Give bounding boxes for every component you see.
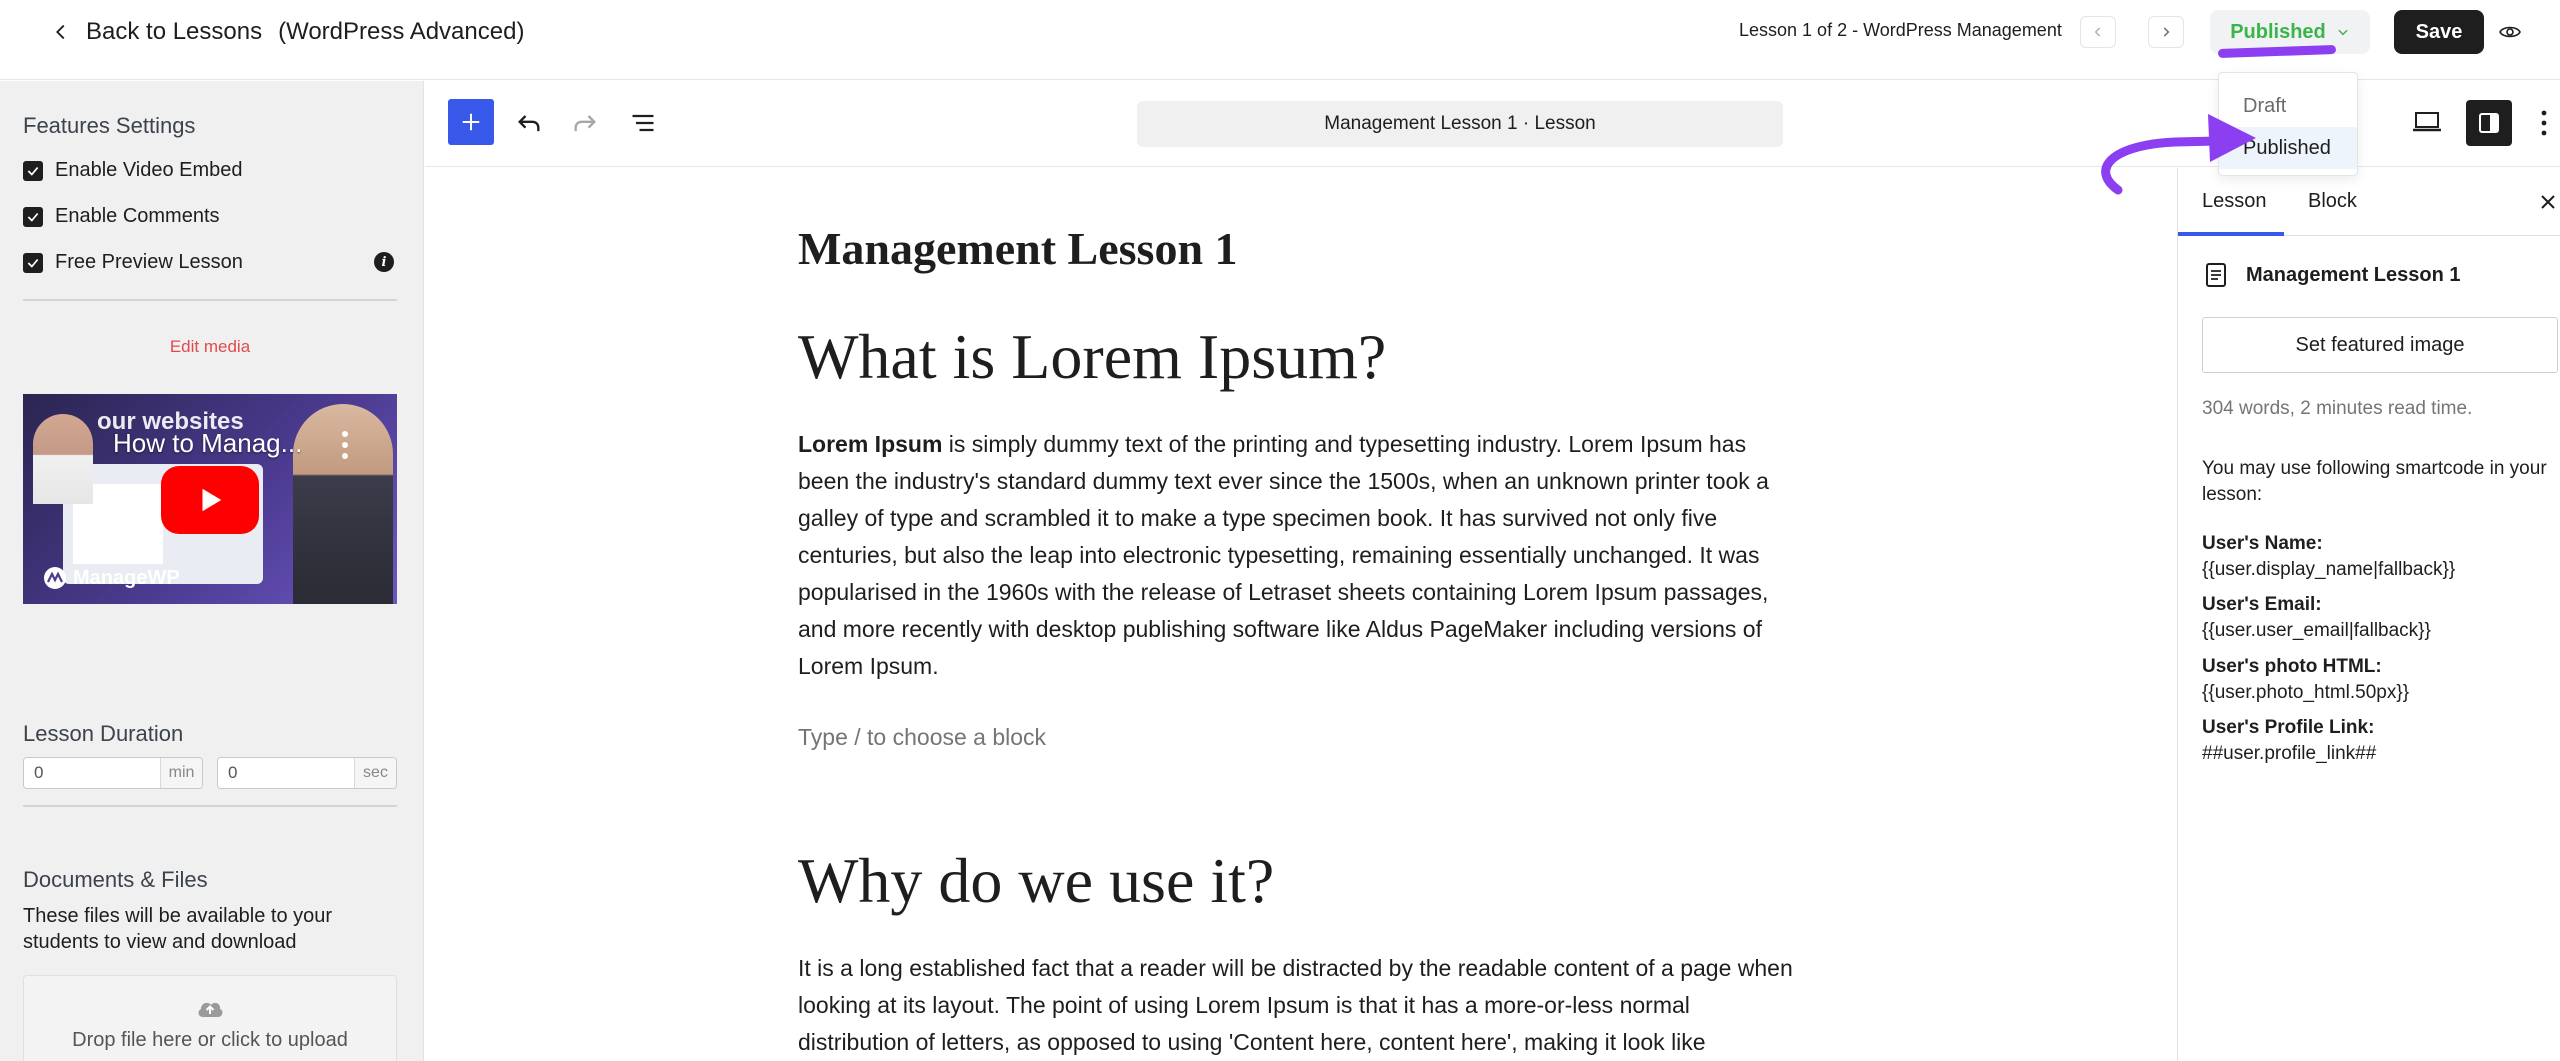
document-settings-sidebar bbox=[2177, 168, 2560, 1061]
editor-canvas[interactable] bbox=[425, 168, 2177, 1061]
preview-eye-icon[interactable] bbox=[2498, 20, 2522, 44]
plus-icon bbox=[460, 111, 482, 133]
chevron-right-icon bbox=[2159, 25, 2173, 39]
document-icon bbox=[2204, 262, 2228, 288]
features-settings-title: Features Settings bbox=[23, 113, 196, 138]
divider bbox=[23, 805, 397, 807]
smartcode-intro: You may use following smartcode in your lesson: bbox=[2202, 458, 2547, 505]
checkbox-label: Enable Video Embed bbox=[55, 159, 243, 181]
minutes-unit-label: min bbox=[160, 758, 202, 788]
file-upload-dropzone[interactable] bbox=[23, 975, 397, 1061]
redo-icon[interactable] bbox=[571, 109, 599, 137]
checkbox-checked-icon bbox=[23, 253, 43, 273]
paragraph-text: is simply dummy text of the printing and typesetting industry. Lorem Ipsum has been the industry's standard dummy text ever since the 1500s, when an unknown printer took a galley of type and scrambled it to make a type specimen book. It has survived not only five centuries, but also the leap into electronic typesetting, remaining essentially unchanged. It was popularised in the 1960s with the release of Letraset sheets containing Lorem Ipsum passages, and more recently with desktop publishing software like Aldus PageMaker including versions of Lorem Ipsum. bbox=[798, 431, 1769, 679]
lesson-name: Management Lesson 1 bbox=[2246, 263, 2461, 286]
duration-seconds-field[interactable] bbox=[217, 757, 397, 789]
set-featured-image-button[interactable]: Set featured image bbox=[2202, 317, 2558, 373]
next-lesson-button[interactable] bbox=[2148, 16, 2184, 48]
close-icon[interactable] bbox=[2538, 192, 2558, 212]
back-label: Back to Lessons bbox=[86, 18, 263, 45]
heading-block[interactable]: Why do we use it? bbox=[798, 845, 1275, 916]
bold-text: Lorem Ipsum bbox=[798, 431, 943, 457]
add-block-button[interactable] bbox=[448, 99, 494, 145]
word-count-info: 304 words, 2 minutes read time. bbox=[2202, 398, 2473, 419]
play-icon bbox=[195, 485, 225, 515]
smartcode-label: User's Profile Link: bbox=[2202, 717, 2375, 738]
enable-comments-checkbox[interactable] bbox=[23, 205, 220, 228]
enable-video-embed-checkbox[interactable] bbox=[23, 159, 243, 182]
tab-lesson[interactable]: Lesson bbox=[2202, 190, 2267, 212]
settings-sidebar-toggle[interactable] bbox=[2466, 100, 2512, 146]
save-button[interactable]: Save bbox=[2394, 10, 2484, 54]
lesson-count: Lesson 1 of 2 - WordPress Management bbox=[1739, 20, 2062, 40]
smartcode-value: ##user.profile_link## bbox=[2202, 743, 2377, 764]
lesson-duration-title: Lesson Duration bbox=[23, 721, 184, 746]
more-options-icon[interactable] bbox=[2538, 109, 2550, 137]
smartcode-value: {{user.user_email|fallback}} bbox=[2202, 620, 2431, 641]
video-brand bbox=[43, 566, 180, 590]
back-to-lessons-link[interactable] bbox=[50, 14, 524, 50]
smartcode-label: User's photo HTML: bbox=[2202, 656, 2382, 677]
managewp-logo-icon bbox=[43, 566, 67, 590]
sidebar-icon bbox=[2477, 111, 2501, 135]
block-placeholder[interactable]: Type / to choose a block bbox=[798, 724, 1047, 750]
documents-description: These files will be available to your students to view and download bbox=[23, 905, 333, 953]
document-title-bar[interactable]: Management Lesson 1 · Lesson bbox=[1137, 101, 1783, 147]
chevron-down-icon bbox=[2336, 25, 2350, 39]
divider bbox=[23, 299, 397, 301]
status-option-published[interactable]: Published bbox=[2219, 127, 2357, 169]
play-button[interactable] bbox=[161, 466, 259, 534]
smartcode-value: {{user.display_name|fallback}} bbox=[2202, 559, 2456, 580]
chevron-left-icon bbox=[2091, 25, 2105, 39]
free-preview-lesson-checkbox[interactable] bbox=[23, 251, 243, 274]
checkbox-checked-icon bbox=[23, 161, 43, 181]
heading-block[interactable]: What is Lorem Ipsum? bbox=[798, 321, 1387, 392]
video-title: How to Manag... bbox=[113, 428, 303, 458]
status-label: Published bbox=[2230, 20, 2326, 43]
info-icon[interactable]: i bbox=[374, 252, 394, 272]
duration-seconds-input[interactable] bbox=[218, 758, 354, 788]
post-title[interactable]: Management Lesson 1 bbox=[798, 223, 1238, 274]
top-bar bbox=[0, 0, 2560, 80]
cloud-upload-icon bbox=[196, 997, 224, 1019]
desktop-view-icon[interactable] bbox=[2412, 109, 2442, 135]
seconds-unit-label: sec bbox=[354, 758, 396, 788]
tab-block[interactable]: Block bbox=[2308, 190, 2357, 212]
smartcode-label: User's Name: bbox=[2202, 533, 2323, 554]
video-top-text: our websites bbox=[97, 408, 244, 435]
course-label: (WordPress Advanced) bbox=[278, 18, 525, 45]
active-tab-indicator bbox=[2178, 232, 2284, 236]
lesson-settings-sidebar bbox=[0, 81, 424, 1061]
status-option-draft[interactable]: Draft bbox=[2243, 94, 2287, 117]
previous-lesson-button[interactable] bbox=[2080, 16, 2116, 48]
video-brand-label: ManageWP bbox=[73, 566, 180, 589]
checkbox-label: Enable Comments bbox=[55, 205, 220, 227]
checkbox-label: Free Preview Lesson bbox=[55, 251, 243, 273]
smartcode-value: {{user.photo_html.50px}} bbox=[2202, 682, 2410, 703]
video-menu-icon[interactable] bbox=[341, 430, 349, 460]
checkbox-checked-icon bbox=[23, 207, 43, 227]
duration-minutes-field[interactable] bbox=[23, 757, 203, 789]
lesson-name-row bbox=[2204, 262, 2461, 288]
video-thumbnail[interactable] bbox=[23, 394, 397, 604]
paragraph-block[interactable]: It is a long established fact that a reader will be distracted by the readable content of a page when looking at its layout. The point of using Lorem Ipsum is that it has a more-or-less normal distribution of letters, as opposed to using 'Content here, content here', making it look like bbox=[798, 955, 1793, 1055]
annotation-arrow-icon bbox=[2080, 100, 2260, 200]
duration-minutes-input[interactable] bbox=[24, 758, 160, 788]
documents-files-title: Documents & Files bbox=[23, 867, 208, 892]
chevron-left-icon bbox=[50, 21, 72, 43]
dropzone-label: Drop file here or click to upload bbox=[72, 1028, 348, 1051]
document-overview-icon[interactable] bbox=[629, 109, 657, 137]
paragraph-block[interactable] bbox=[798, 426, 1798, 685]
smartcode-label: User's Email: bbox=[2202, 594, 2322, 615]
undo-icon[interactable] bbox=[515, 109, 543, 137]
video-presenter-small bbox=[33, 414, 93, 504]
edit-media-link[interactable]: Edit media bbox=[169, 337, 251, 356]
